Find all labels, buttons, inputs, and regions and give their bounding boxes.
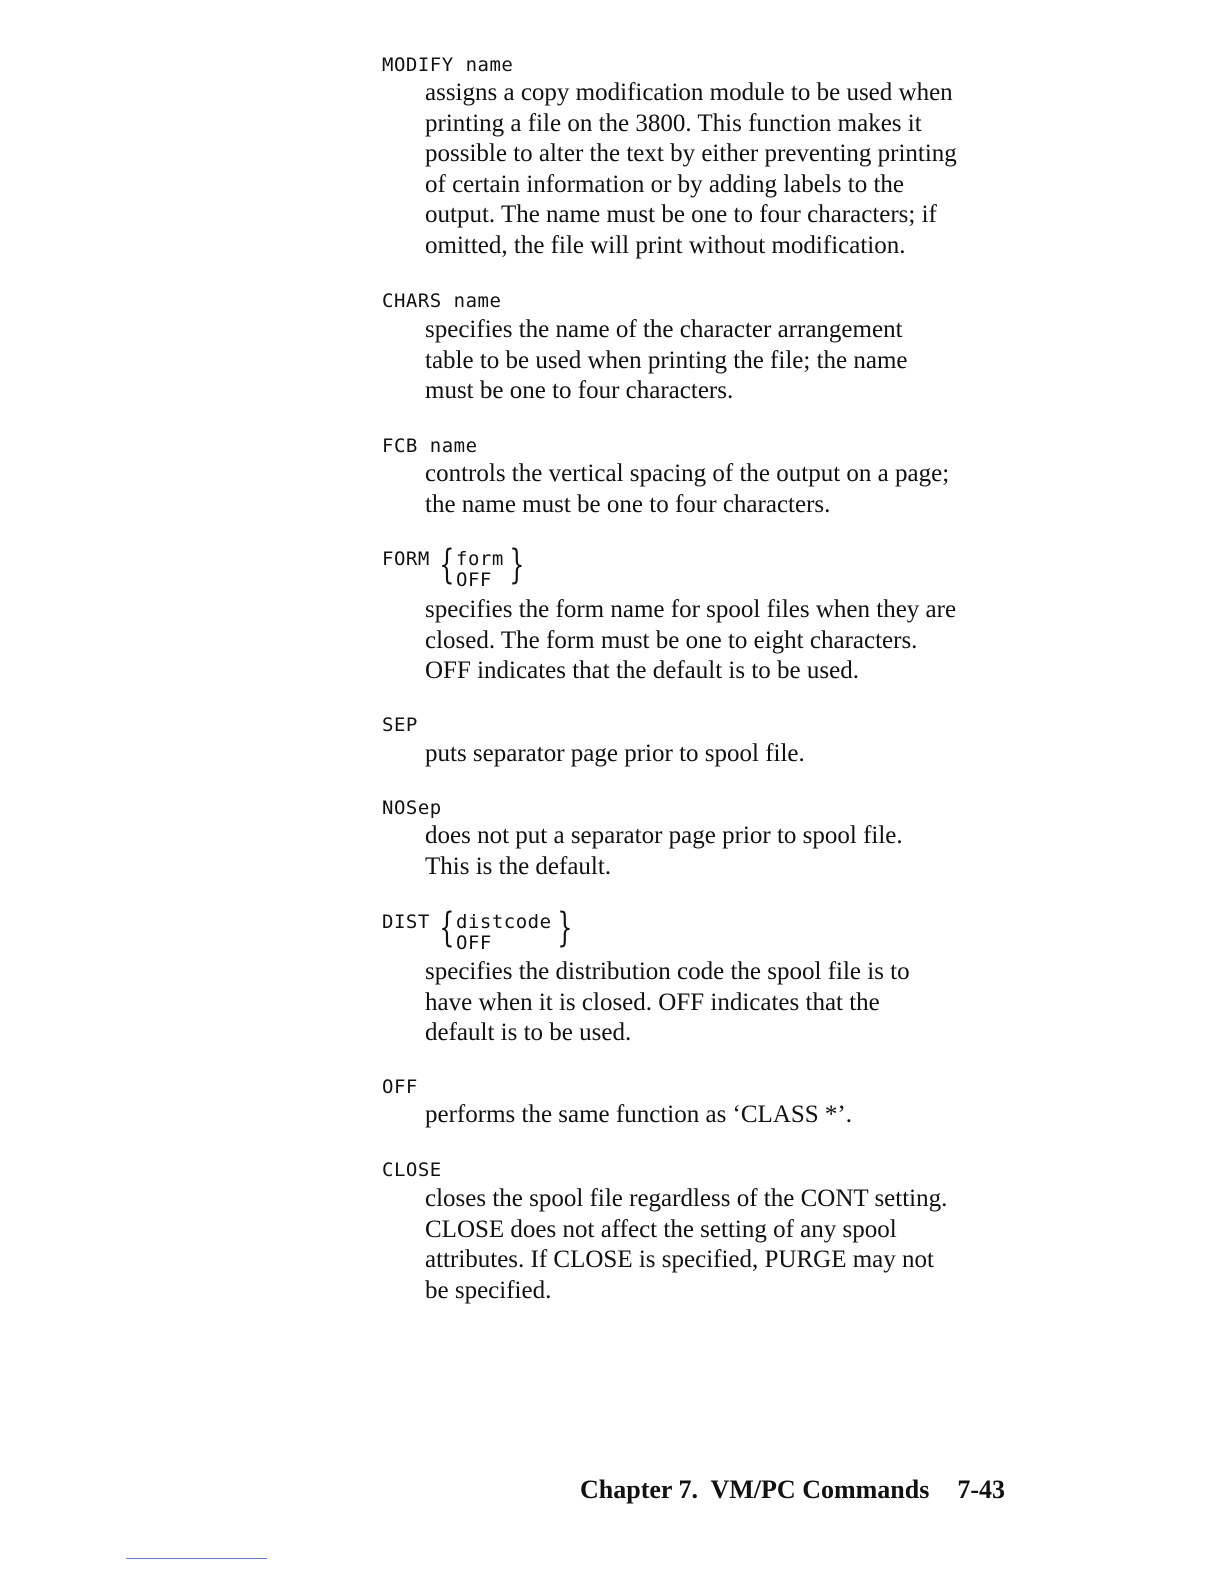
option-off: OFF xyxy=(456,569,492,591)
option-form: form xyxy=(456,548,504,570)
description-line: This is the default. xyxy=(425,852,612,880)
description-modify xyxy=(425,78,1025,262)
argument: name xyxy=(453,290,502,312)
description-line: the name must be one to four characters. xyxy=(425,490,831,518)
description-line: printing a file on the 3800. This function makes it xyxy=(425,109,922,137)
description-line: closed. The form must be one to eight characters. xyxy=(425,626,918,654)
description-line: assigns a copy modification module to be used when xyxy=(425,79,953,106)
term-close xyxy=(382,1160,442,1181)
description-line: puts separator page prior to spool file. xyxy=(425,740,805,767)
term-modify xyxy=(382,55,513,76)
description-line: have when it is closed. OFF indicates that the xyxy=(425,988,880,1016)
description-line: performs the same function as ‘CLASS *’. xyxy=(425,1101,853,1128)
description-chars xyxy=(425,315,1025,407)
page-number: 7-43 xyxy=(957,1475,1005,1504)
page-footer xyxy=(580,1475,1005,1505)
description-off xyxy=(425,1100,1025,1131)
description-line: omitted, the file will print without modification. xyxy=(425,231,906,259)
term-nosep xyxy=(382,798,442,819)
term-off xyxy=(382,1077,418,1098)
keyword: CLOSE xyxy=(382,1159,442,1181)
term-fcb xyxy=(382,436,478,457)
description-line: specifies the name of the character arrangement xyxy=(425,316,903,343)
term-form xyxy=(382,549,430,570)
description-line: default is to be used. xyxy=(425,1019,632,1047)
description-line: controls the vertical spacing of the output on a page; xyxy=(425,460,950,487)
description-sep xyxy=(425,739,1025,770)
left-brace-icon: { xyxy=(439,905,455,951)
argument: name xyxy=(429,435,478,457)
keyword: MODIFY xyxy=(382,54,454,76)
footnote-divider xyxy=(126,1558,267,1559)
description-line: attributes. If CLOSE is specified, PURGE may not xyxy=(425,1246,934,1274)
description-line: of certain information or by adding labels to the xyxy=(425,170,905,198)
description-nosep xyxy=(425,821,1025,882)
description-line: specifies the distribution code the spool file is to xyxy=(425,958,910,985)
right-brace-icon: } xyxy=(557,905,573,951)
description-line: be specified. xyxy=(425,1276,552,1304)
keyword: DIST xyxy=(382,911,430,933)
description-line: does not put a separator page prior to spool file. xyxy=(425,822,903,849)
left-brace-icon: { xyxy=(439,542,455,588)
description-line: specifies the form name for spool files when they are xyxy=(425,596,957,623)
description-line: possible to alter the text by either preventing printing xyxy=(425,140,957,168)
form-options xyxy=(438,542,528,593)
keyword: FORM xyxy=(382,548,430,570)
keyword: CHARS xyxy=(382,290,442,312)
description-form xyxy=(425,595,1025,687)
right-brace-icon: } xyxy=(509,542,525,588)
option-off: OFF xyxy=(456,932,492,954)
keyword: FCB xyxy=(382,435,418,457)
description-dist xyxy=(425,957,1025,1049)
term-sep xyxy=(382,715,418,736)
option-distcode: distcode xyxy=(456,911,552,933)
dist-options xyxy=(438,905,578,956)
description-fcb xyxy=(425,459,1025,520)
chapter-title: Chapter 7. VM/PC Commands xyxy=(580,1475,930,1504)
description-line: output. The name must be one to four characters; if xyxy=(425,201,937,229)
term-chars xyxy=(382,291,501,312)
description-line: table to be used when printing the file; the name xyxy=(425,346,908,374)
keyword: NOSep xyxy=(382,797,442,819)
argument: name xyxy=(465,54,514,76)
description-line: must be one to four characters. xyxy=(425,377,734,405)
description-line: CLOSE does not affect the setting of any spool xyxy=(425,1215,897,1243)
description-line: closes the spool file regardless of the CONT setting. xyxy=(425,1185,948,1212)
keyword: OFF xyxy=(382,1076,418,1098)
description-line: OFF indicates that the default is to be used. xyxy=(425,657,859,685)
description-close xyxy=(425,1184,1025,1306)
term-dist xyxy=(382,912,430,933)
keyword: SEP xyxy=(382,714,418,736)
